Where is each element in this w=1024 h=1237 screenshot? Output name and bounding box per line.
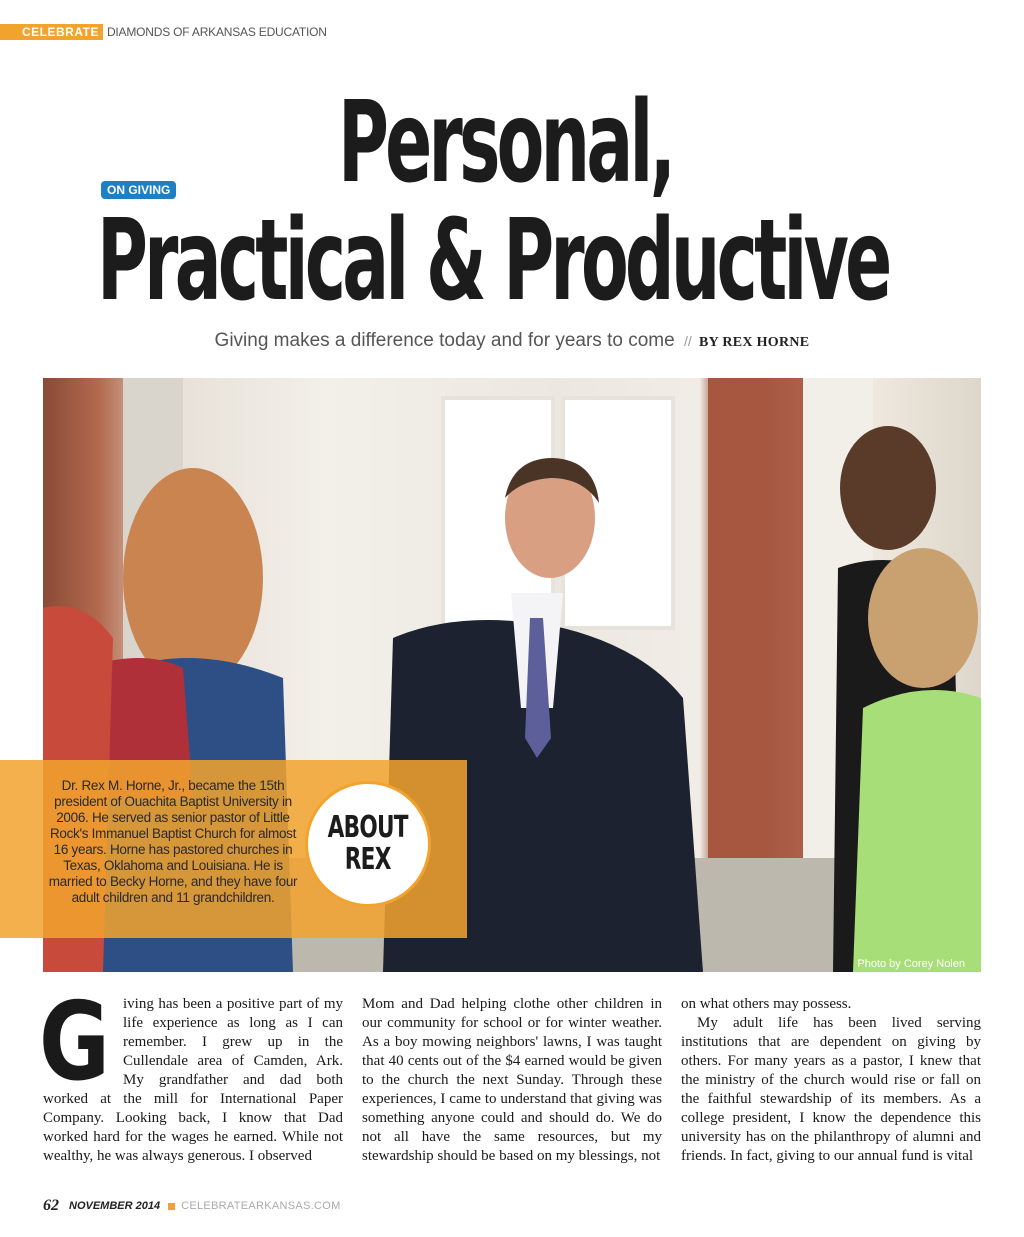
column-1-text: iving has been a positive part of my life experience as long as I can remember. I grew up in the Cullendale area of Camden, Ark. My grandfather and dad both worked at the mill for International Paper Company. Looking back, I know that Dad worked hard for the wages he earned. While not wealthy, he was always generous. I observed bbox=[43, 996, 343, 1164]
subtitle-text: Giving makes a difference today and for years to come bbox=[214, 330, 675, 351]
about-heading: ABOUT REX bbox=[327, 810, 409, 877]
issue-date: NOVEMBER 2014 bbox=[69, 1200, 161, 1212]
photo-credit: Photo by Corey Nolen bbox=[857, 958, 965, 970]
page-number: 62 bbox=[43, 1197, 59, 1214]
about-badge bbox=[305, 781, 431, 907]
section-header bbox=[0, 24, 327, 40]
section-name: DIAMONDS OF ARKANSAS EDUCATION bbox=[106, 25, 327, 39]
body-column-3 bbox=[681, 995, 981, 1166]
byline: BY REX HORNE bbox=[699, 335, 810, 350]
page-footer bbox=[43, 1197, 341, 1215]
body-column-2: Mom and Dad helping clothe other children in our community for school or for winter weather. As a boy mowing neighbors' lawns, I was taught that 40 cents out of the $4 earned would be given to the church the next Sunday. Through these experiences, I came to understand that giving was something anyone could and should do. We do not all have the same resources, but my stewardship should be based on my blessings, not bbox=[362, 996, 662, 1164]
kicker-badge: ON GIVING bbox=[101, 181, 176, 199]
magazine-tag: CELEBRATE bbox=[0, 24, 103, 40]
body-column-1 bbox=[39, 980, 343, 1166]
column-3-paragraph-2: My adult life has been lived serving institutions that are dependent on giving by others. For many years as a pastor, I knew that the ministry of the church would rise or fall on the faithful stewardship of its members. As a college president, I know the dependence this university has on the philanthropy of alumni and friends. In fact, giving to our annual fund is vital bbox=[681, 1015, 981, 1164]
website-link[interactable]: CELEBRATEARKANSAS.COM bbox=[181, 1200, 341, 1212]
column-3-paragraph-1: on what others may possess. bbox=[681, 996, 852, 1012]
footer-square-icon bbox=[168, 1203, 175, 1210]
drop-cap: G bbox=[39, 980, 110, 1105]
about-text: Dr. Rex M. Horne, Jr., became the 15th president of Ouachita Baptist University in 2006. He served as senior pastor of Little Rock's Immanuel Baptist Church for almost 16 years. Horne has pastored churches in Texas, Oklahoma and Louisiana. He is married to Becky Horne, and they have four adult children and 11 grandchildren. bbox=[48, 778, 298, 905]
headline-line1: Personal, bbox=[338, 78, 673, 208]
separator: // bbox=[683, 333, 692, 349]
headline-line2: Practical & Productive bbox=[97, 196, 889, 326]
deck bbox=[0, 330, 1024, 352]
